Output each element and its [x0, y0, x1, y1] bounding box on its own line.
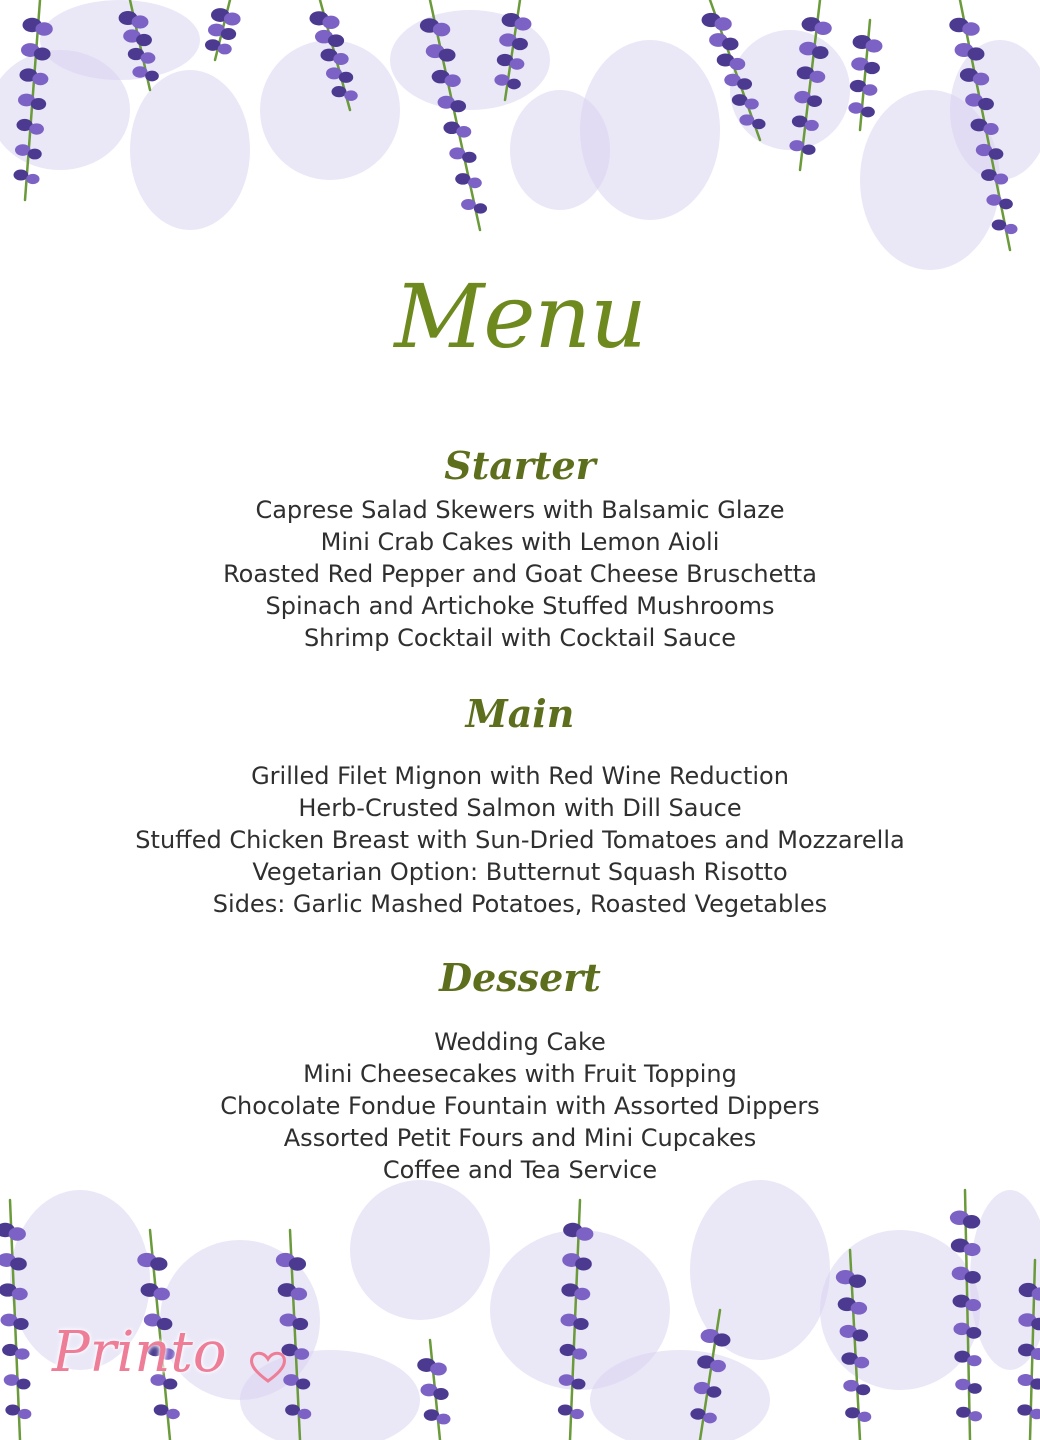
section-heading-starter: Starter — [444, 443, 596, 488]
menu-item: Chocolate Fondue Fountain with Assorted Dippers — [220, 1092, 820, 1120]
menu-title: Menu — [394, 265, 646, 368]
menu-item: Assorted Petit Fours and Mini Cupcakes — [283, 1124, 757, 1152]
menu-item: Wedding Cake — [434, 1028, 606, 1056]
menu-item: Stuffed Chicken Breast with Sun-Dried Tomatoes and Mozzarella — [135, 826, 905, 854]
starter-item-list — [0, 494, 1040, 654]
printo-logo: Printo — [52, 1320, 227, 1385]
lavender-field-icon — [0, 1160, 1040, 1440]
section-dessert — [0, 954, 1040, 1186]
section-main — [0, 690, 1040, 920]
dessert-item-list — [0, 1026, 1040, 1186]
menu-item: Mini Cheesecakes with Fruit Topping — [303, 1060, 737, 1088]
section-starter — [0, 442, 1040, 654]
menu-item: Spinach and Artichoke Stuffed Mushrooms — [265, 592, 775, 620]
menu-item: Mini Crab Cakes with Lemon Aioli — [320, 528, 720, 556]
menu-item: Roasted Red Pepper and Goat Cheese Bruschetta — [223, 560, 817, 588]
menu-item: Caprese Salad Skewers with Balsamic Glaze — [255, 496, 785, 524]
menu-item: Vegetarian Option: Butternut Squash Risotto — [252, 858, 788, 886]
menu-item: Herb-Crusted Salmon with Dill Sauce — [298, 794, 742, 822]
section-heading-dessert: Dessert — [439, 955, 601, 1000]
menu-item: Coffee and Tea Service — [382, 1156, 658, 1184]
section-heading-main: Main — [465, 691, 575, 736]
heart-icon — [248, 1350, 288, 1384]
menu-item: Shrimp Cocktail with Cocktail Sauce — [303, 624, 737, 652]
main-item-list — [0, 760, 1040, 920]
menu-item: Sides: Garlic Mashed Potatoes, Roasted Vegetables — [212, 890, 828, 918]
menu-item: Grilled Filet Mignon with Red Wine Reduction — [251, 762, 789, 790]
lavender-garland-icon — [0, 0, 1040, 290]
